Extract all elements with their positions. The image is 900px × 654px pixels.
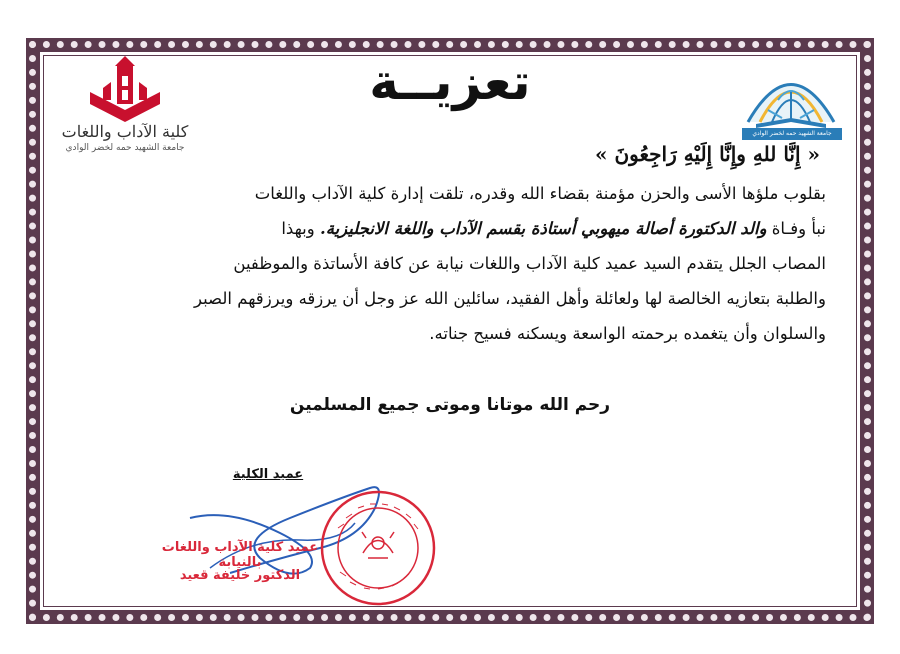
stamp-emblem-icon [362,532,394,558]
body-line-5: والسلوان وأن يتغمده برحمته الواسعة ويسكنه فسيح جناته. [429,324,826,343]
faculty-name: كلية الآداب واللغات [61,122,189,141]
body-line-3: المصاب الجلل يتقدم السيد عميد كلية الآداب واللغات نيابة عن كافة الأساتذة والموظفين [233,254,826,273]
university-name: جامعة الشهيد حمه لخضر الوادي [65,143,185,153]
faculty-logo-text [55,122,195,154]
body-line-2-start: نبأ وفـاة [766,219,826,238]
signatory-position: عميد كلية الآداب واللغات بالنيابة [161,540,319,570]
deceased-relation: والد الدكتورة أصالة ميهوبي أستاذة بقسم الآداب واللغة الانجليزية. [319,219,767,238]
page-title: تعزيــة [369,53,531,111]
condolence-body [88,176,826,351]
quran-verse: « إِنَّا للهِ وإِنَّا إِلَيْهِ رَاجِعُونَ » [595,142,820,166]
signatory-name: الدكتور خليفة قعيد [179,568,301,583]
body-line-1: بقلوب ملؤها الأسى والحزن مؤمنة بقضاء الله وقدره، تلقت إدارة كلية الآداب واللغات [254,184,826,203]
university-emblem-icon [748,85,834,129]
body-line-4: والطلبة بتعازيه الخالصة لها ولعائلة وأهل الفقيد، سائلين الله عز وجل أن يرزقه ويرزقهم الصبر [193,289,826,308]
body-line-2 [88,211,826,246]
body-line-2-end: وبهذا [281,219,320,238]
university-logo [738,52,844,140]
closing-prayer: رحم الله موتانا وموتى جميع المسلمين [289,395,611,415]
university-logo-caption: جامعة الشهيد حمه لخضر الوادي [742,128,842,140]
faculty-emblem-icon [90,56,160,122]
dean-title: عميد الكلية [232,467,304,482]
